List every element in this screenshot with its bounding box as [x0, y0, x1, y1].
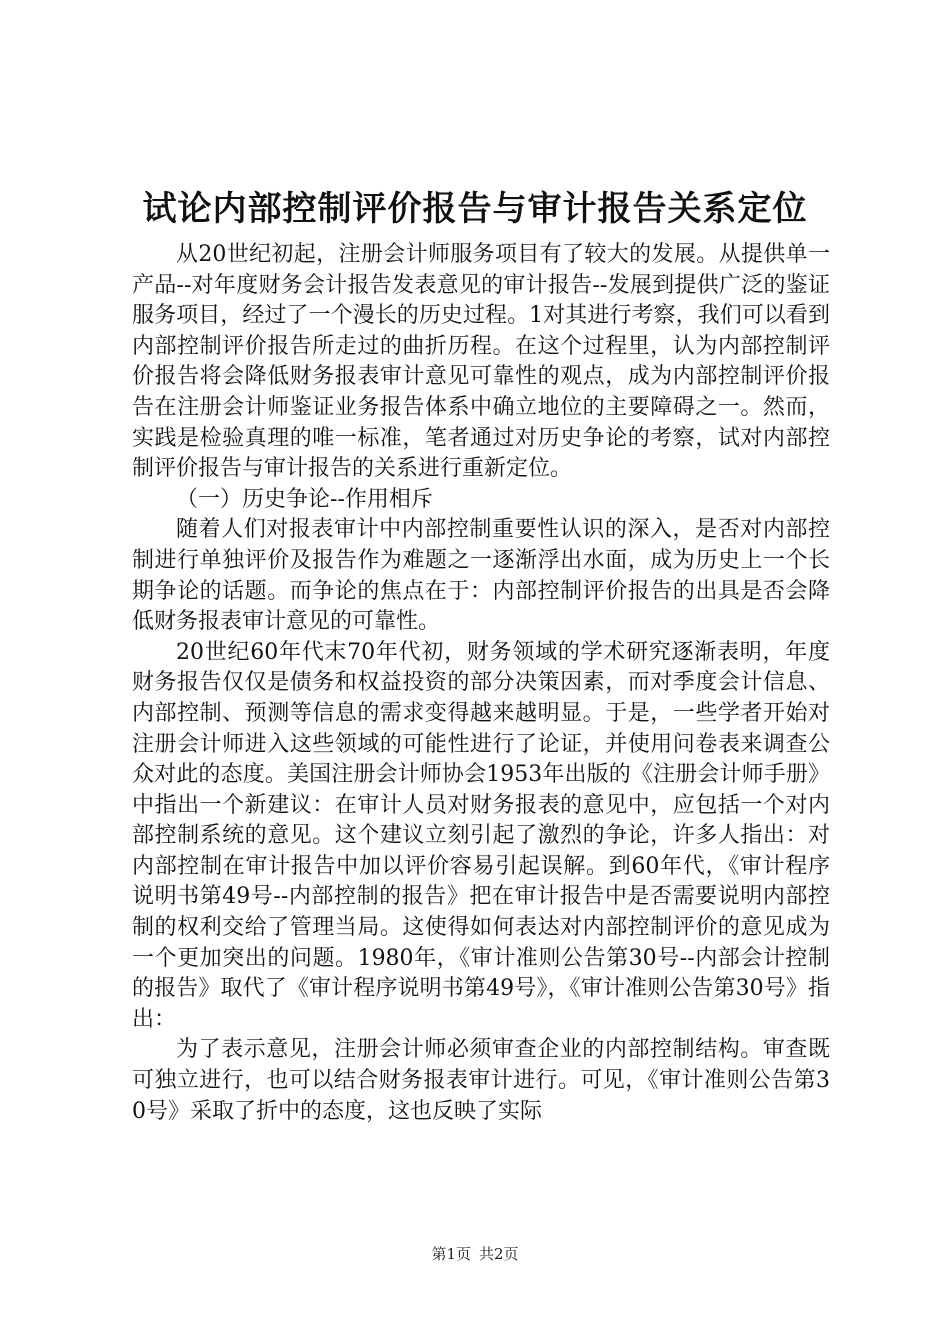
paragraph-1960s: 20世纪60年代末70年代初，财务领域的学术研究逐渐表明，年度财务报告仅仅是债务和权益投资的部分决策因素，而对季度会计信息、内部控制、预测等信息的需求变得越来越明显。于是，一些学者开始对注册会计师进入这些领域的可能性进行了论证，并使用问卷表来调查公众对此的态度。美国注册会计师协会1953年出版的《注册会计师手册》中指出一个新建议：在审计人员对财务报表的意见中，应包括一个对内部控制系统的意见。这个建议立刻引起了激烈的争论，许多人指出：对内部控制在审计报告中加以评价容易引起误解。到60年代，《审计程序说明书第49号--内部控制的报告》把在审计报告中是否需要说明内部控制的权利交给了管理当局。这使得如何表达对内部控制评价的意见成为一个更加突出的问题。1980年，《审计准则公告第30号--内部会计控制的报告》取代了《审计程序说明书第49号》，《审计准则公告第30号》指出：: [132, 639, 830, 1032]
document-title: 试论内部控制评价报告与审计报告关系定位: [142, 189, 808, 229]
paragraph-intro: 从20世纪初起，注册会计师服务项目有了较大的发展。从提供单一产品--对年度财务会计报告发表意见的审计报告--发展到提供广泛的鉴证服务项目，经过了一个漫长的历史过程。1对其进行考察，我们可以看到内部控制评价报告所走过的曲折历程。在这个过程里，认为内部控制评价报告将会降低财务报表审计意见可靠性的观点，成为内部控制评价报告在注册会计师鉴证业务报告体系中确立地位的主要障碍之一。然而，实践是检验真理的唯一标准，笔者通过对历史争论的考察，试对内部控制评价报告与审计报告的关系进行重新定位。: [132, 242, 830, 482]
paragraph-controversy: 随着人们对报表审计中内部控制重要性认识的深入，是否对内部控制进行单独评价及报告作为难题之一逐渐浮出水面，成为历史上一个长期争论的话题。而争论的焦点在于：内部控制评价报告的出具是否会降低财务报表审计意见的可靠性。: [132, 517, 830, 635]
paragraph-sas30: 为了表示意见，注册会计师必须审查企业的内部控制结构。审查既可独立进行，也可以结合财务报表审计进行。可见，《审计准则公告第30号》采取了折中的态度，这也反映了实际: [132, 1037, 830, 1124]
page-total: 共2页: [479, 1245, 519, 1263]
section-heading-history: （一）历史争论--作用相斥: [176, 486, 433, 512]
page-footer: [0, 1244, 950, 1264]
document-body: [132, 240, 830, 1127]
page-number: 第1页: [431, 1245, 471, 1263]
